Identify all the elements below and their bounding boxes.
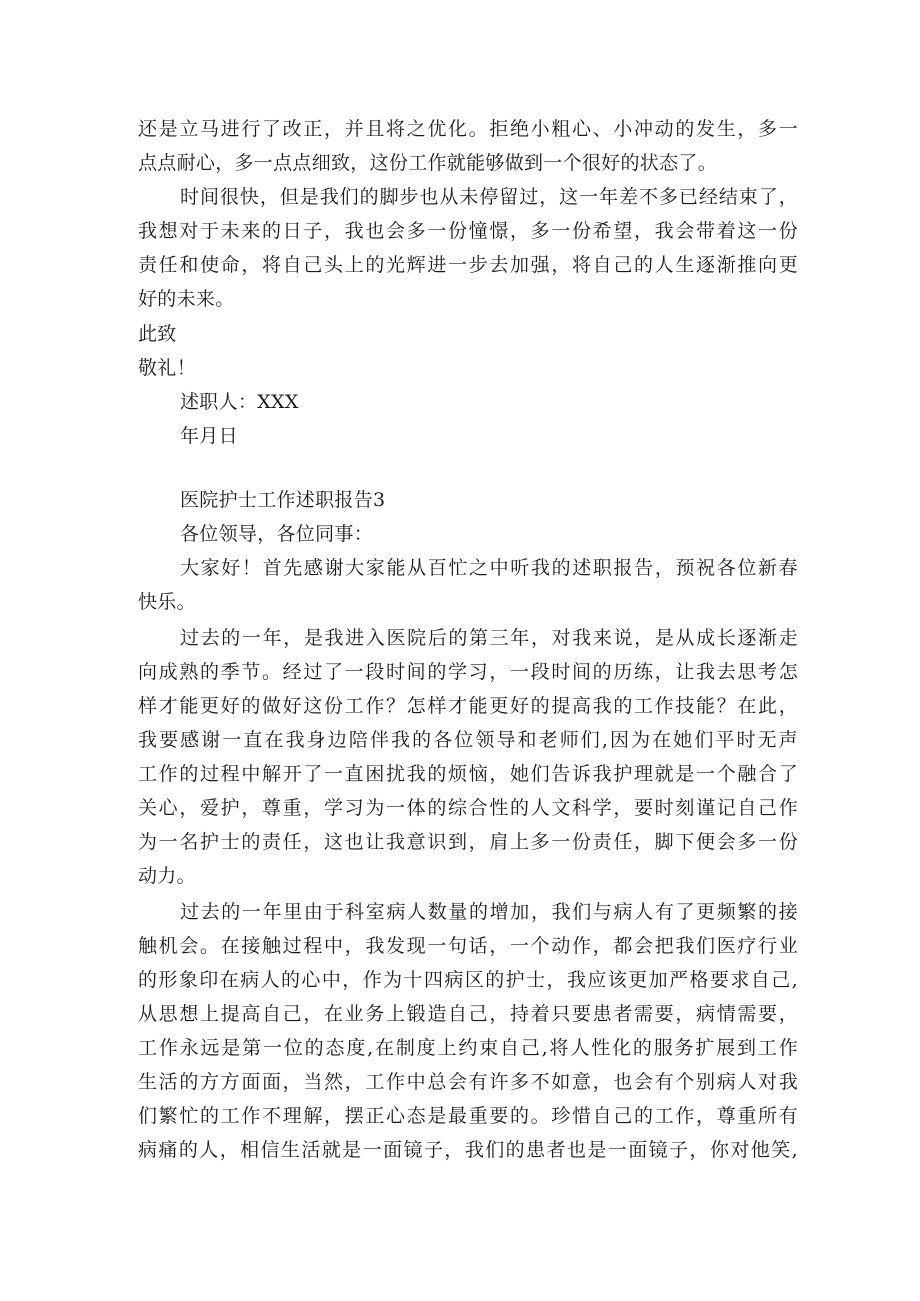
paragraph-line: 我要感谢一直在我身边陪伴我的各位领导和老师们,因为在她们平时无声	[138, 729, 798, 751]
paragraph-line: 点点耐心，多一点点细致，这份工作就能够做到一个很好的状态了。	[138, 152, 718, 174]
closing-line: 此致	[138, 323, 177, 345]
paragraph-line: 大家好！首先感谢大家能从百忙之中听我的述职报告，预祝各位新春	[180, 557, 798, 579]
paragraph-line: 还是立马进行了改正，并且将之优化。拒绝小粗心、小冲动的发生，多一	[138, 118, 798, 140]
paragraph-line: 责任和使命，将自己头上的光辉进一步去加强，将自己的人生逐渐推向更	[138, 254, 798, 276]
paragraph-line: 时间很快，但是我们的脚步也从未停留过，这一年差不多已经结束了，	[180, 186, 798, 208]
paragraph-line: 过去的一年，是我进入医院后的第三年，对我来说，是从成长逐渐走	[180, 627, 798, 649]
paragraph-line: 的形象印在病人的心中，作为十四病区的护士，我应该更加严格要求自己,	[138, 969, 798, 991]
closing-line: 敬礼！	[138, 357, 196, 379]
salutation: 各位领导，各位同事：	[180, 523, 374, 545]
paragraph-line: 我想对于未来的日子，我也会多一份憧憬，多一份希望，我会带着这一份	[138, 220, 798, 242]
paragraph-line: 从思想上提高自己，在业务上锻造自己，持着只要患者需要，病情需要，	[138, 1003, 798, 1025]
paragraph-line: 为一名护士的责任，这也让我意识到，肩上多一份责任，脚下便会多一份	[138, 831, 798, 853]
paragraph-line: 关心，爱护，尊重，学习为一体的综合性的人文科学，要时刻谨记自己作	[138, 797, 798, 819]
paragraph-line: 样才能更好的做好这份工作？怎样才能更好的提高我的工作技能？在此，	[138, 695, 798, 717]
paragraph-line: 好的未来。	[138, 288, 235, 310]
paragraph-line: 动力。	[138, 865, 196, 887]
date-line: 年月日	[180, 425, 238, 447]
paragraph-line: 向成熟的季节。经过了一段时间的学习，一段时间的历练，让我去思考怎	[138, 661, 798, 683]
section-title: 医院护士工作述职报告3	[180, 489, 386, 511]
paragraph-line: 病痛的人，相信生活就是一面镜子，我们的患者也是一面镜子，你对他笑,	[138, 1139, 798, 1161]
paragraph-line: 工作的过程中解开了一直困扰我的烦恼，她们告诉我护理就是一个融合了	[138, 763, 798, 785]
paragraph-line: 快乐。	[138, 591, 196, 613]
paragraph-line: 触机会。在接触过程中，我发现一句话，一个动作，都会把我们医疗行业	[138, 935, 798, 957]
paragraph-line: 过去的一年里由于科室病人数量的增加，我们与病人有了更频繁的接	[180, 901, 798, 923]
paragraph-line: 生活的方方面面，当然，工作中总会有许多不如意，也会有个别病人对我	[138, 1071, 798, 1093]
paragraph-line: 工作永远是第一位的态度,在制度上约束自己,将人性化的服务扩展到工作	[138, 1037, 798, 1059]
paragraph-line: 们繁忙的工作不理解，摆正心态是最重要的。珍惜自己的工作，尊重所有	[138, 1105, 798, 1127]
signature-line: 述职人：XXX	[180, 391, 299, 413]
